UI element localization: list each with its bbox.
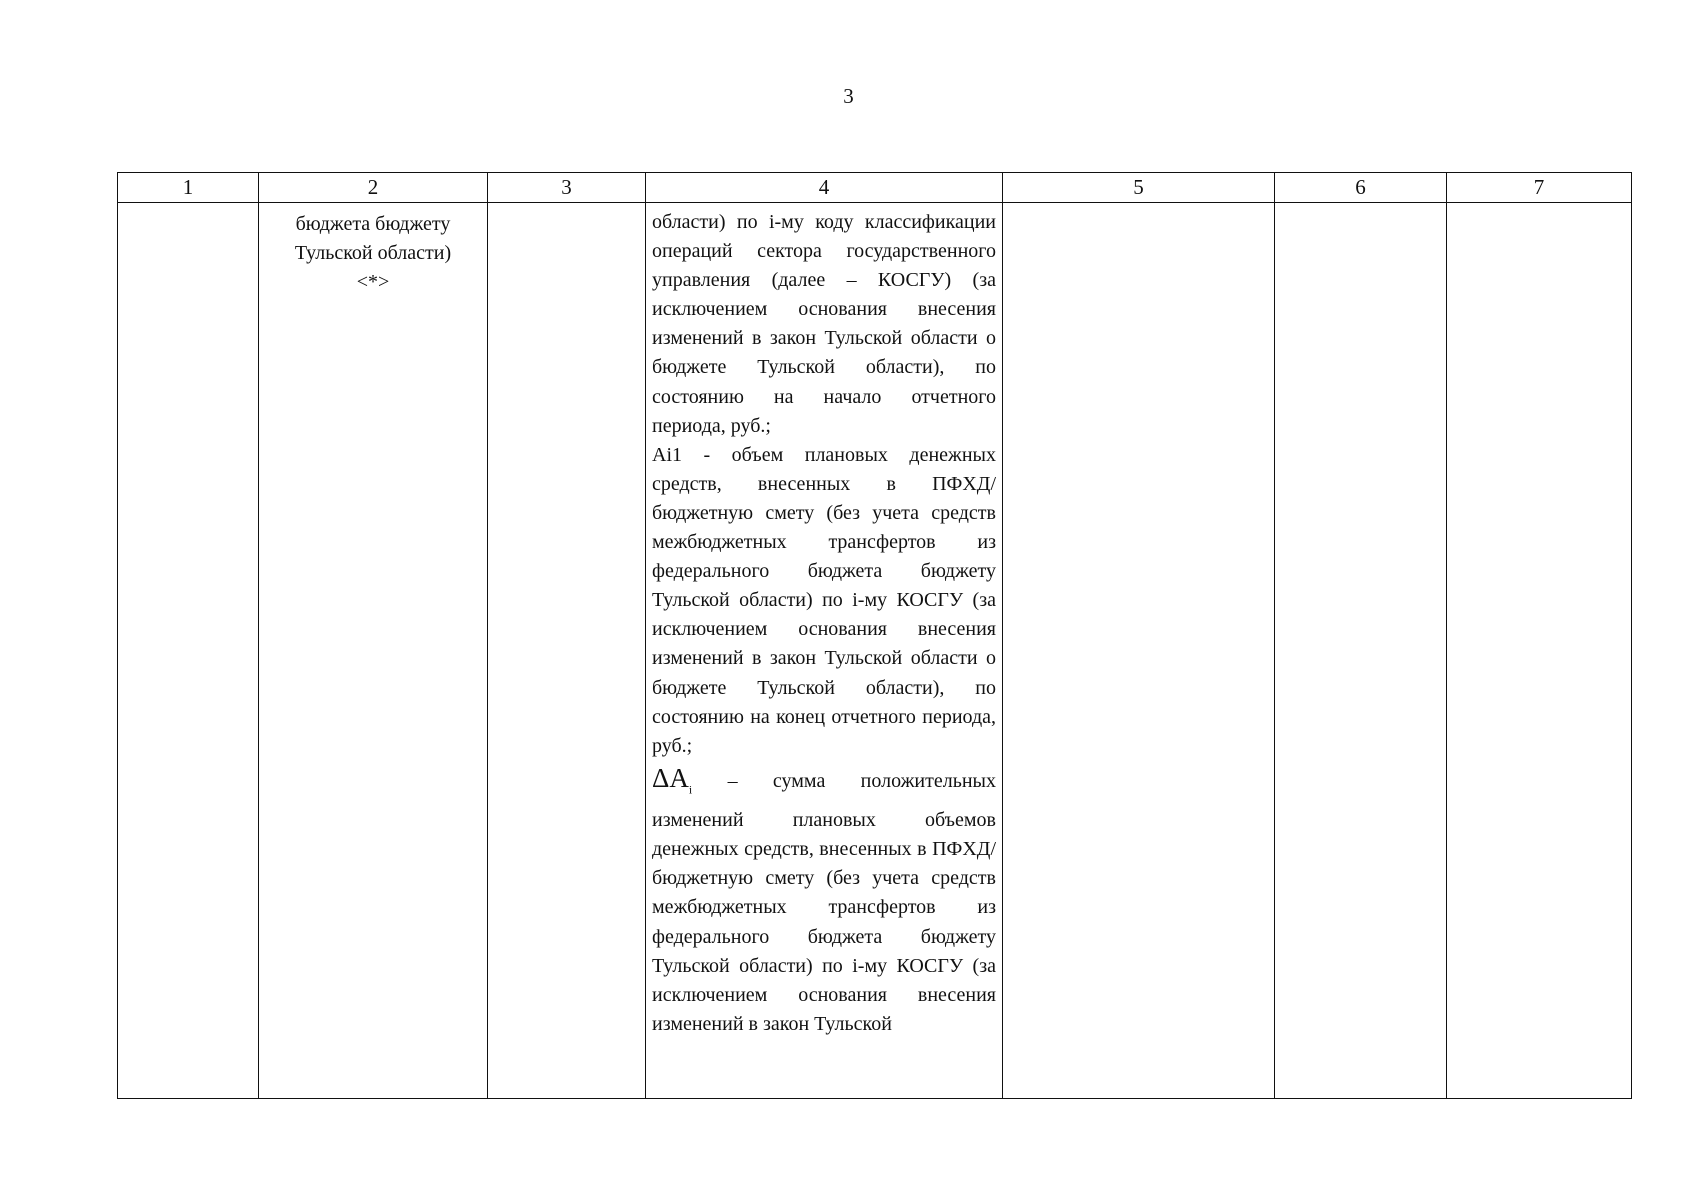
column-header: 5 [1003,173,1275,203]
col2-footnote-marker: <*> [356,271,390,293]
col4-paragraph: Ai1 - объем плановых денежных средств, внесенных в ПФХД/бюджетную смету (без учета средств межбюджетных трансфертов из федерального бюджета бюджету Тульской области) по i-му КОСГУ (за исключением основания внесения изменений в закон Тульской области о бюджете Тульской области), по состоянию на конец отчетного периода, руб.; [652,443,996,757]
cell-col-4 [646,203,1003,1099]
delta-text: – сумма положительных изменений плановых объемов денежных средств, внесенных в ПФХД/бюджетную смету (без учета средств межбюджетных трансфертов из федерального бюджета бюджету Тульской области) по i-му КОСГУ (за исключением основания внесения изменений в закон Тульской [652,769,996,1035]
col2-line: Тульской области) [294,242,452,264]
cell-col-7 [1447,203,1632,1099]
delta-symbol: $\Delta A_i$ [652,762,693,797]
cell-col-3 [488,203,646,1099]
column-header: 1 [118,173,259,203]
cell-col-5 [1003,203,1275,1099]
column-header: 4 [646,173,1003,203]
table-header-row [118,173,1632,203]
table-row [118,203,1632,1099]
cell-col-2 [259,203,488,1099]
col2-line: бюджета бюджету [295,213,451,235]
column-header: 6 [1275,173,1447,203]
column-header: 2 [259,173,488,203]
page-number: 3 [843,84,854,108]
col4-paragraph: области) по i-му коду классификации операций сектора государственного управления (далее – КОСГУ) (за исключением основания внесения изменений в закон Тульской области о бюджете Тульской области), по состоянию на начало отчетного периода, руб.; [652,211,996,437]
cell-col-6 [1275,203,1447,1099]
column-header: 7 [1447,173,1632,203]
delta-subscript: i [688,782,693,797]
column-header: 3 [488,173,646,203]
cell-col-1 [118,203,259,1099]
data-table [117,172,1632,1099]
col4-delta-paragraph [652,761,996,1039]
